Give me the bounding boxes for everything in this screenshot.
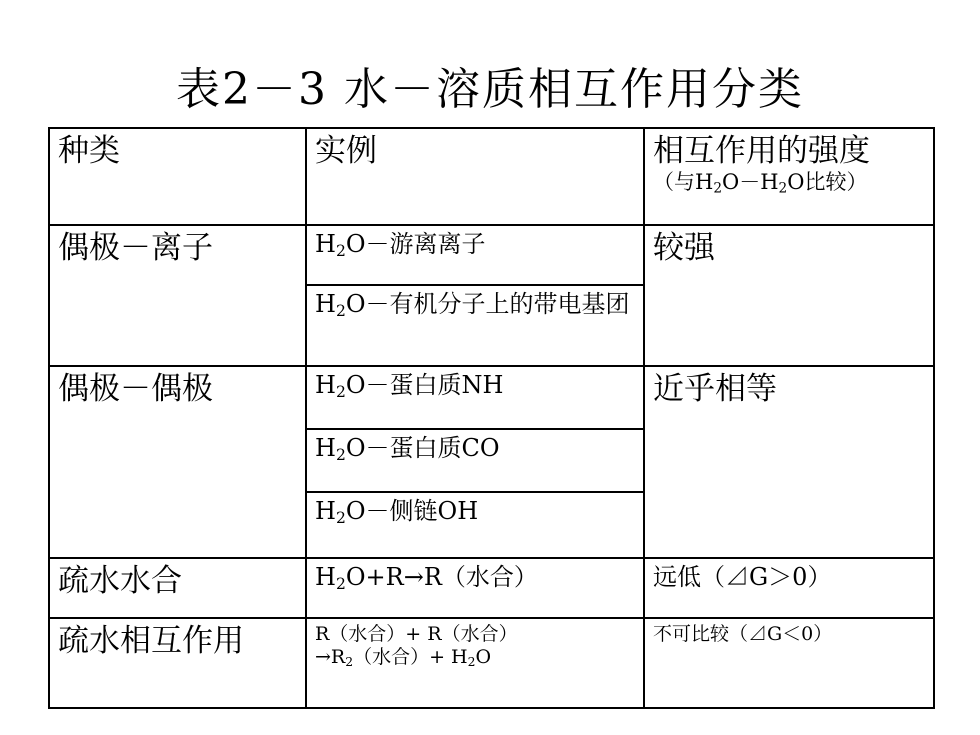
- table-row: [49, 366, 934, 429]
- header-row: [49, 128, 934, 225]
- strength-hydrophobic-interaction: 不可比较（⊿G＜0）: [644, 618, 934, 708]
- strength-hydrophobic-hydration: 远低（⊿G＞0）: [644, 558, 934, 618]
- example-cell: $H_2O+R\to R$（水合）: [306, 558, 644, 618]
- interaction-classification-table: [48, 127, 935, 709]
- table-row: [49, 618, 934, 708]
- header-example: 实例: [306, 128, 644, 225]
- header-kind: 种类: [49, 128, 306, 225]
- example-cell: $H_2O-$游离离子: [306, 225, 644, 285]
- strength-dipole-ion: 较强: [644, 225, 934, 366]
- example-cell: $H_2O-$有机分子上的带电基团: [306, 285, 644, 366]
- header-strength: [644, 128, 934, 225]
- kind-hydrophobic-hydration: 疏水水合: [49, 558, 306, 618]
- table-title: 表2－3 水－溶质相互作用分类: [176, 64, 804, 115]
- header-strength-label: 相互作用的强度: [653, 133, 870, 169]
- example-cell: $H_2O-$蛋白质CO: [306, 429, 644, 492]
- table-row: [49, 558, 934, 618]
- table-row: [49, 225, 934, 285]
- example-cell: $H_2O-$侧链OH: [306, 492, 644, 557]
- kind-dipole-dipole: 偶极－偶极: [49, 366, 306, 558]
- strength-dipole-dipole: 近乎相等: [644, 366, 934, 558]
- kind-dipole-ion: 偶极－离子: [49, 225, 306, 366]
- header-strength-note: （与$H_2O-H_2O$比较）: [653, 169, 868, 196]
- kind-hydrophobic-interaction: 疏水相互作用: [49, 618, 306, 708]
- example-cell: R（水合）+ R（水合） $\to R_2$（水合）+ $H_2O$: [306, 618, 644, 708]
- example-cell: $H_2O-$蛋白质NH: [306, 366, 644, 429]
